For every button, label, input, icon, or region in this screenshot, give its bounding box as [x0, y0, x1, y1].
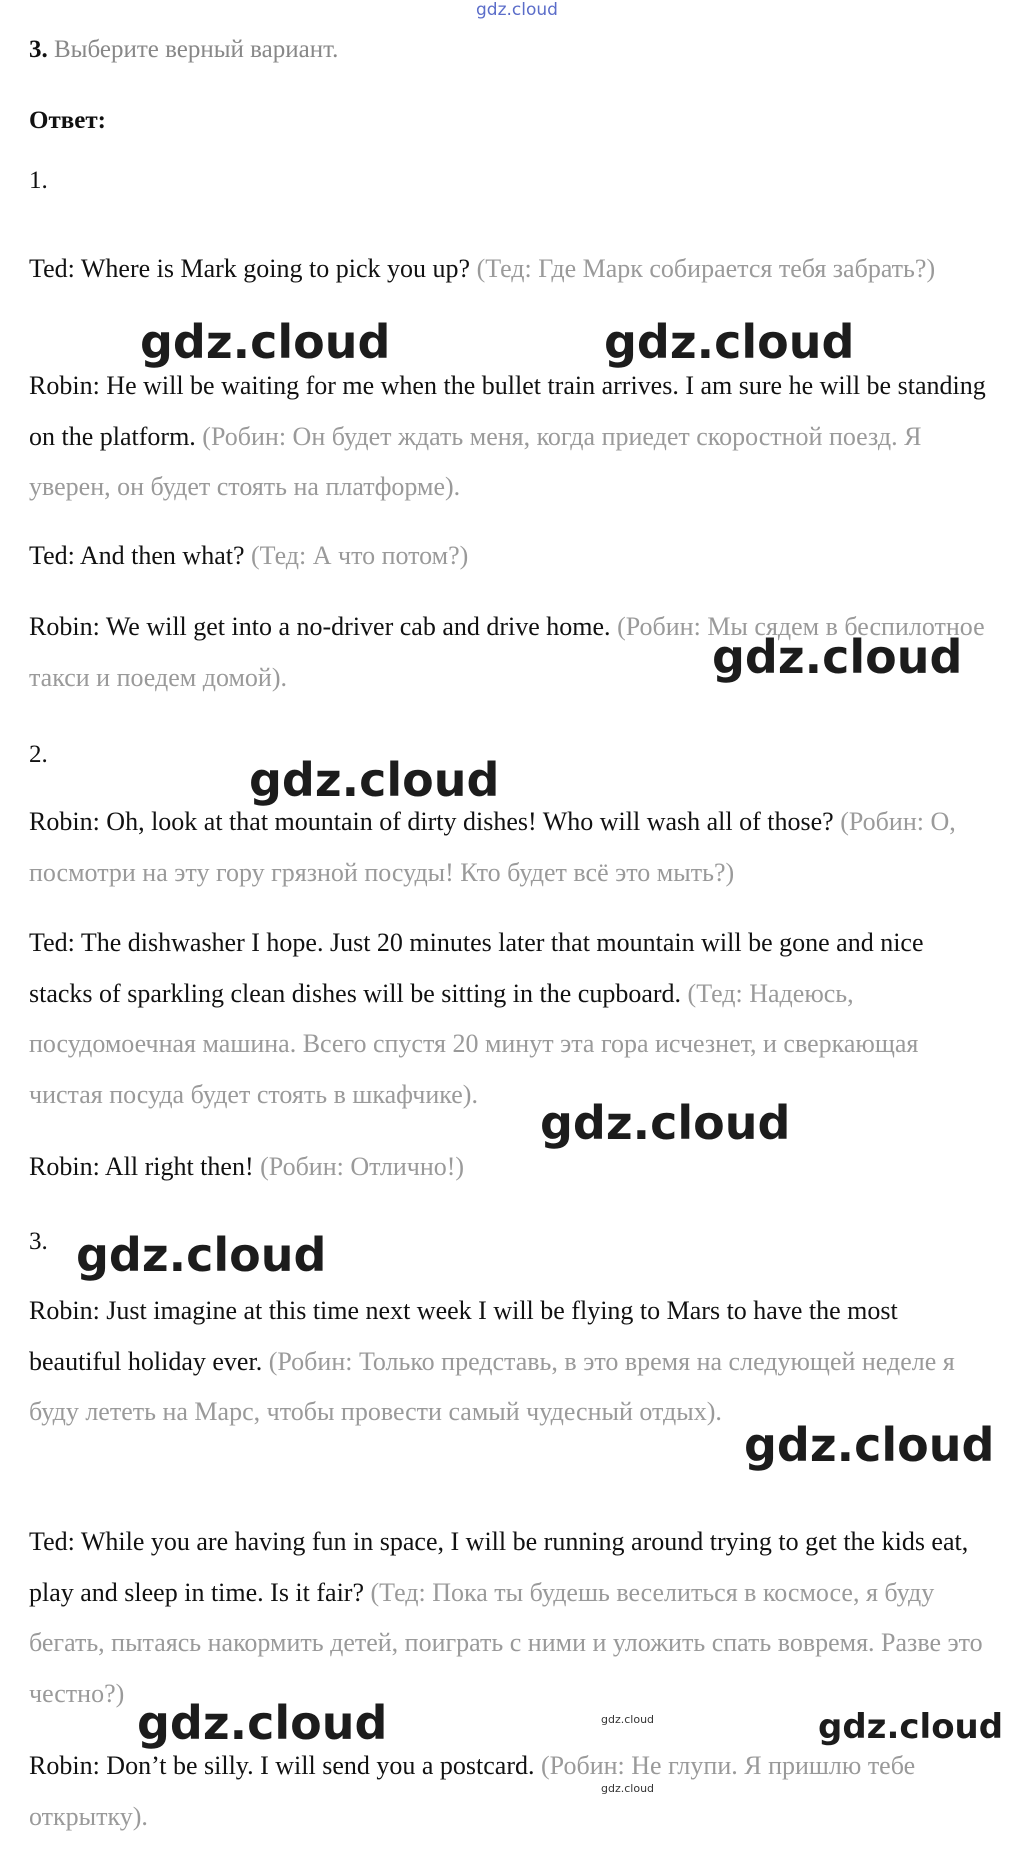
section-number-3: 3. — [29, 1228, 48, 1255]
section-number-1: 1. — [29, 167, 48, 194]
dialog-translation: (Робин: Мы сядем в беспилотное такси и поедем домой). — [29, 612, 985, 692]
watermark-small: gdz.cloud — [601, 1782, 655, 1795]
watermark: gdz.cloud — [604, 315, 855, 369]
dialog-line — [29, 361, 989, 513]
dialog-line — [29, 918, 989, 1120]
dialog-translation: (Робин: Не глупи. Я пришлю тебе открытку). — [29, 1751, 916, 1831]
dialog-english: Robin: He will be waiting for me when the bullet train arrives. I am sure he will be standing on the platform. — [29, 371, 986, 451]
dialog-english: Ted: And then what? — [29, 541, 245, 570]
section-number-2: 2. — [29, 741, 48, 768]
dialog-english: Robin: Just imagine at this time next week I will be flying to Mars to have the most beautiful holiday ever. — [29, 1296, 898, 1376]
site-watermark-top: gdz.cloud — [476, 0, 558, 20]
dialog-translation: (Робин: О, посмотри на эту гору грязной посуды! Кто будет всё это мыть?) — [29, 807, 956, 887]
dialog-line — [29, 1517, 989, 1719]
dialog-translation: (Тед: Где Марк собирается тебя забрать?) — [476, 254, 936, 283]
dialog-line — [29, 1286, 989, 1438]
watermark: gdz.cloud — [712, 630, 963, 684]
task-number: 3. — [29, 36, 48, 63]
task-heading — [29, 36, 338, 64]
watermark: gdz.cloud — [140, 315, 391, 369]
dialog-line — [29, 1741, 989, 1842]
dialog-line — [29, 244, 989, 295]
watermark: gdz.cloud — [76, 1228, 327, 1282]
dialog-english: Ted: While you are having fun in space, I will be running around trying to get the kids eat, play and sleep in time. Is it fair? — [29, 1527, 969, 1607]
watermark: gdz.cloud — [137, 1696, 388, 1750]
watermark: gdz.cloud — [540, 1096, 791, 1150]
dialog-english: Ted: The dishwasher I hope. Just 20 minutes later that mountain will be gone and nice stacks of sparkling clean dishes will be sitting in the cupboard. — [29, 928, 924, 1008]
watermark: gdz.cloud — [818, 1707, 1004, 1747]
dialog-english: Robin: Oh, look at that mountain of dirty dishes! Who will wash all of those? — [29, 807, 834, 836]
dialog-line — [29, 797, 989, 898]
dialog-english: Robin: Don’t be silly. I will send you a postcard. — [29, 1751, 535, 1780]
dialog-line — [29, 1142, 989, 1193]
answer-label: Ответ: — [29, 107, 106, 134]
dialog-english: Robin: All right then! — [29, 1152, 254, 1181]
dialog-english: Ted: Where is Mark going to pick you up? — [29, 254, 471, 283]
dialog-translation: (Робин: Отлично!) — [260, 1152, 465, 1181]
watermark: gdz.cloud — [744, 1418, 995, 1472]
dialog-translation: (Тед: Пока ты будешь веселиться в космосе, я буду бегать, пытаясь накормить детей, поиграть с ними и уложить спать вовремя. Разве это честно?) — [29, 1577, 983, 1708]
dialog-line — [29, 531, 989, 582]
task-text: Выберите верный вариант. — [54, 36, 339, 63]
watermark: gdz.cloud — [249, 753, 500, 807]
dialog-translation: (Робин: Только представь, в это время на следующей неделе я буду лететь на Марс, чтобы провести самый чудесный отдых). — [29, 1346, 955, 1426]
dialog-translation: (Тед: Надеюсь, посудомоечная машина. Всего спустя 20 минут эта гора исчезнет, и сверкающая чистая посуда будет стоять в шкафчике). — [29, 978, 919, 1109]
dialog-english: Robin: We will get into a no-driver cab and drive home. — [29, 612, 611, 641]
dialog-translation: (Робин: Он будет ждать меня, когда приедет скоростной поезд. Я уверен, он будет стоять на платформе). — [29, 421, 922, 501]
watermark-small: gdz.cloud — [601, 1713, 655, 1726]
dialog-translation: (Тед: А что потом?) — [251, 541, 469, 570]
